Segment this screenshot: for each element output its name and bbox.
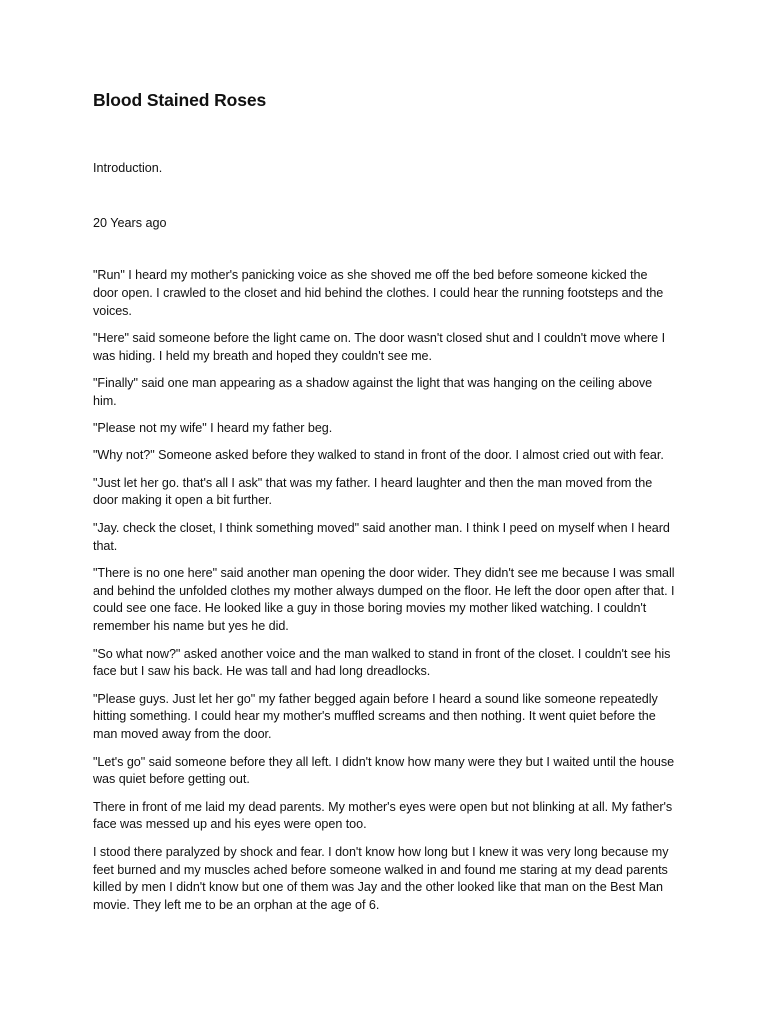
paragraph: "Just let her go. that's all I ask" that was my father. I heard laughter and then the man moved from the door making it open a bit further. xyxy=(93,475,653,508)
section-heading: Introduction. xyxy=(93,161,163,175)
paragraph: "Jay. check the closet, I think something moved" said another man. I think I peed on myself when I heard that. xyxy=(93,520,670,553)
paragraph: "Finally" said one man appearing as a shadow against the light that was hanging on the ceiling above him. xyxy=(93,375,653,408)
document-page xyxy=(93,88,675,924)
paragraph: "Run" I heard my mother's panicking voice as she shoved me off the bed before someone kicked the door open. I crawled to the closet and hid behind the clothes. I could hear the running footsteps and the voices. xyxy=(93,268,664,318)
paragraph: "So what now?" asked another voice and the man walked to stand in front of the closet. I couldn't see his face but I saw his back. He was tall and had long dreadlocks. xyxy=(93,646,671,679)
story-body xyxy=(93,267,675,915)
paragraph: "Please not my wife" I heard my father beg. xyxy=(93,421,333,436)
paragraph: "Why not?" Someone asked before they walked to stand in front of the door. I almost cried out with fear. xyxy=(93,448,664,463)
paragraph: "Let's go" said someone before they all left. I didn't know how many were they but I waited until the house was quiet before getting out. xyxy=(93,754,675,787)
paragraph: I stood there paralyzed by shock and fear. I don't know how long but I knew it was very long because my feet burned and my muscles ached before someone walked in and found me staring at my dead parents killed by men I didn't know but one of them was Jay and the other looked like that man on the Best Man movie. They left me to be an orphan at the age of 6. xyxy=(93,844,669,913)
paragraph: "There is no one here" said another man opening the door wider. They didn't see me because I was small and behind the unfolded clothes my mother always dumped on the floor. He left the door open after that. I could see one face. He looked like a guy in those boring movies my mother liked watching. I couldn't remember his name but yes he did. xyxy=(93,565,675,634)
paragraph: "Here" said someone before the light came on. The door wasn't closed shut and I couldn't move where I was hiding. I held my breath and hoped they couldn't see me. xyxy=(93,330,666,363)
paragraph: "Please guys. Just let her go" my father begged again before I heard a sound like someone repeatedly hitting something. I could hear my mother's muffled screams and then nothing. It went quiet before the man moved away from the door. xyxy=(93,691,658,742)
time-marker: 20 Years ago xyxy=(93,216,167,230)
document-title: Blood Stained Roses xyxy=(93,90,267,110)
paragraph: There in front of me laid my dead parents. My mother's eyes were open but not blinking at all. My father's face was messed up and his eyes were open too. xyxy=(93,799,673,832)
